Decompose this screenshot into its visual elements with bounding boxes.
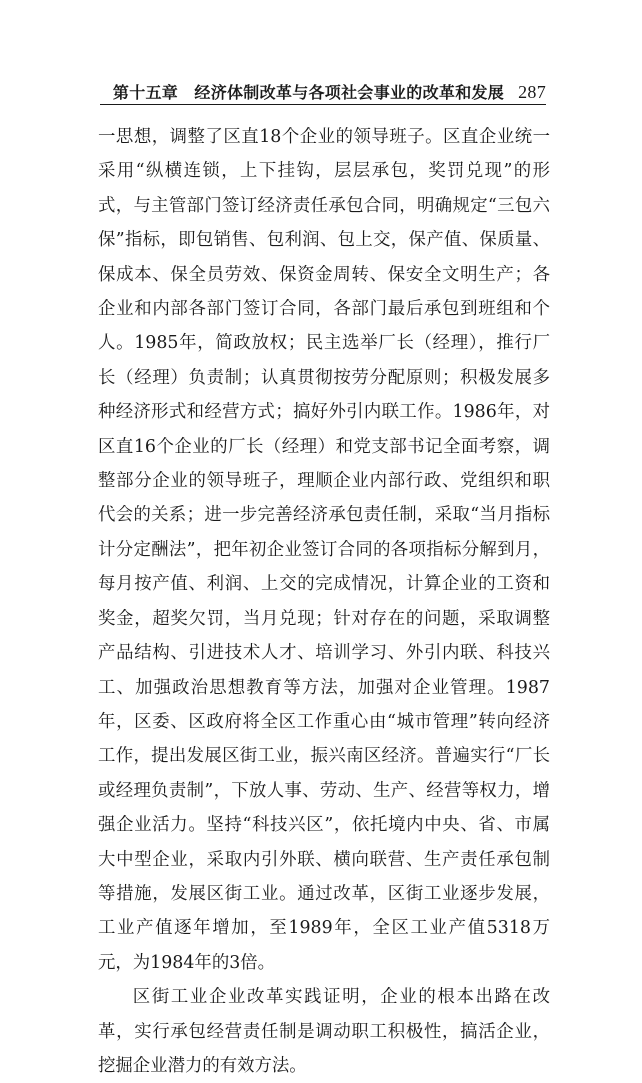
running-header <box>100 80 546 103</box>
page-number: 287 <box>518 82 546 102</box>
header-rule <box>100 104 546 105</box>
body-text <box>98 120 550 1083</box>
paragraph: 区街工业企业改革实践证明，企业的根本出路在改革，实行承包经营责任制是调动职工积极性，搞活企业，挖掘企业潜力的有效方法。 <box>98 987 550 1076</box>
paragraph: 一思想，调整了区直18个企业的领导班子。区直企业统一采用“纵横连锁，上下挂钩，层层承包，奖罚兑现”的形式，与主管部门签订经济责任承包合同，明确规定“三包六保”指标，即包销售、包利润、包上交，保产值、保质量、保成本、保全员劳效、保资金周转、保安全文明生产；各企业和内部各部门签订合同，各部门最后承包到班组和个人。1985年，简政放权；民主选举厂长（经理），推行厂长（经理）负责制；认真贯彻按劳分配原则；积极发展多种经济形式和经营方式；搞好外引内联工作。1986年，对区直16个企业的厂长（经理）和党支部书记全面考察，调整部分企业的领导班子，理顺企业内部行政、党组织和职代会的关系；进一步完善经济承包责任制，采取“当月指标计分定酬法”，把年初企业签订合同的各项指标分解到月，每月按产值、利润、上交的完成情况，计算企业的工资和奖金，超奖欠罚，当月兑现；针对存在的问题，采取调整产品结构、引进技术人才、培训学习、外引内联、科技兴工、加强政治思想教育等方法，加强对企业管理。1987年，区委、区政府将全区工作重心由“城市管理”转向经济工作，提出发展区街工业，振兴南区经济。普遍实行“厂长或经理负责制”，下放人事、劳动、生产、经营等权力，增强企业活力。坚持“科技兴区”，依托境内中央、省、市属大中型企业，采取内引外联、横向联营、生产责任承包制等措施，发展区街工业。通过改革，区街工业逐步发展，工业产值逐年增加，至1989年，全区工业产值5318万元，为1984年的3倍。 <box>98 127 550 973</box>
chapter-title: 第十五章 经济体制改革与各项社会事业的改革和发展 <box>112 83 505 102</box>
